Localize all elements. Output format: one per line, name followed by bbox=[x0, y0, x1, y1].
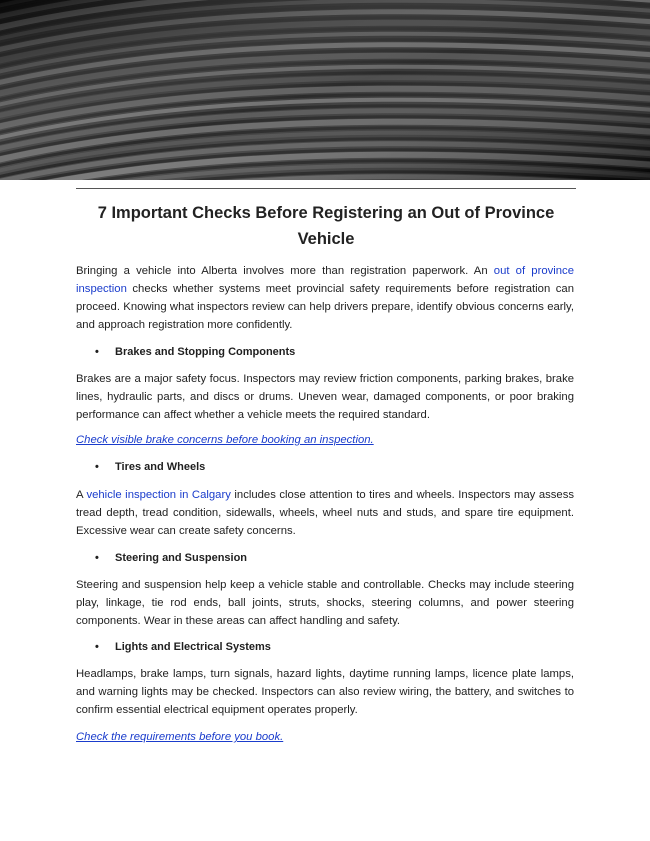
section-body-tires: A vehicle inspection in Calgary includes close attention to tires and wheels. Inspectors may assess tread depth, tread condition, sidewalls, wheels, wheel nuts and studs, and spare tire equipment. Excessive wear can create safety concerns. bbox=[76, 489, 574, 537]
out-of-province-inspection-link[interactable]: out of province inspection bbox=[76, 265, 574, 295]
section-body-brakes: Brakes are a major safety focus. Inspectors may review friction components, parking brakes, brake lines, hydraulic parts, and discs or drums. Uneven wear, damaged components, or poor braking performance can affect whether a vehicle meets the required standard. bbox=[76, 373, 574, 421]
section-heading-steering: • Steering and Suspension bbox=[95, 552, 248, 564]
section-heading-lights: • Lights and Electrical Systems bbox=[95, 641, 271, 653]
intro-paragraph: Bringing a vehicle into Alberta involves more than registration paperwork. An out of province inspection checks whether systems meet provincial safety requirements before registration can proceed. Knowing what inspectors review can help drivers prepare, identify obvious concerns early, and approach registration more confidently. bbox=[76, 265, 574, 331]
tire-treads-image bbox=[0, 0, 650, 180]
bullet-icon: • bbox=[95, 552, 99, 564]
section-heading-tires: • Tires and Wheels bbox=[95, 461, 206, 473]
bullet-icon: • bbox=[95, 346, 99, 358]
requirements-link[interactable]: Check the requirements before you book. bbox=[76, 731, 284, 743]
section-body-steering: Steering and suspension help keep a vehicle stable and controllable. Checks may include steering play, linkage, tie rod ends, ball joints, struts, shocks, steering columns, and power steering components. Wear in these areas can affect handling and safety. bbox=[76, 579, 574, 627]
section-body-lights: Headlamps, brake lamps, turn signals, hazard lights, daytime running lamps, licence plate lamps, and warning lights may be checked. Inspectors can also review wiring, the battery, and switches to confirm essential electrical equipment operates properly. bbox=[76, 668, 574, 716]
page-title: 7 Important Checks Before Registering an Out of Province Vehicle bbox=[97, 204, 555, 248]
vehicle-inspection-calgary-link[interactable]: vehicle inspection in Calgary bbox=[86, 489, 231, 501]
title-divider bbox=[76, 188, 576, 189]
section-heading-brakes: • Brakes and Stopping Components bbox=[95, 346, 296, 358]
brake-concerns-link[interactable]: Check visible brake concerns before booking an inspection. bbox=[76, 434, 374, 446]
bullet-icon: • bbox=[95, 641, 99, 653]
hero-image bbox=[0, 0, 650, 180]
bullet-icon: • bbox=[95, 461, 99, 473]
